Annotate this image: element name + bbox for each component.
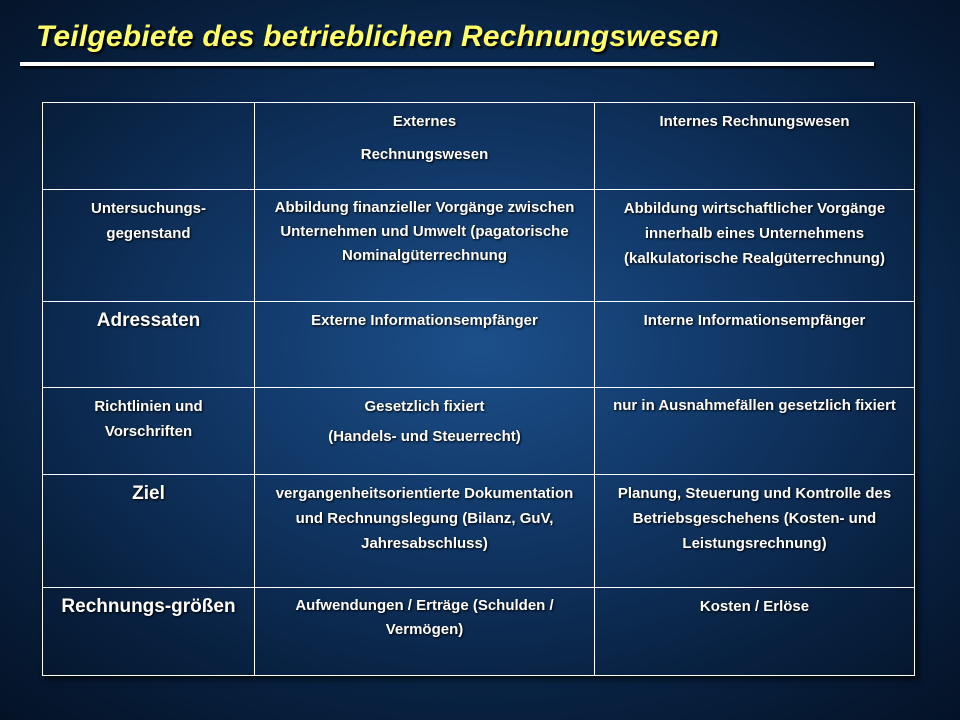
row-label-adressaten: Adressaten: [43, 302, 255, 388]
table-row: [43, 388, 915, 475]
cell-internal: Kosten / Erlöse: [595, 588, 915, 676]
cell-external: Externe Informationsempfänger: [255, 302, 595, 388]
header-internal: Internes Rechnungswesen: [595, 103, 915, 190]
table-row: [43, 475, 915, 588]
row-label-ziel: Ziel: [43, 475, 255, 588]
slide-title: Teilgebiete des betrieblichen Rechnungswesen: [36, 20, 719, 53]
cell-external: Abbildung finanzieller Vorgänge zwischen Unternehmen und Umwelt (pagatorische Nominalgüterrechnung: [255, 190, 595, 302]
cell-external-line2: (Handels- und Steuerrecht): [328, 428, 521, 445]
cell-internal: Abbildung wirtschaftlicher Vorgänge innerhalb eines Unternehmens (kalkulatorische Realgüterrechnung): [595, 190, 915, 302]
cell-internal: Interne Informationsempfänger: [595, 302, 915, 388]
table-row: [43, 588, 915, 676]
cell-external: Aufwendungen / Erträge (Schulden / Vermögen): [255, 588, 595, 676]
cell-internal: Planung, Steuerung und Kontrolle des Betriebsgeschehens (Kosten- und Leistungsrechnung): [595, 475, 915, 588]
header-external: [255, 103, 595, 190]
comparison-table: [42, 102, 915, 676]
header-external-line1: Externes: [392, 113, 457, 130]
row-label-richtlinien: Richtlinien und Vorschriften: [43, 388, 255, 475]
table-row: [43, 190, 915, 302]
cell-external: [255, 388, 595, 475]
cell-internal: nur in Ausnahmefällen gesetzlich fixiert: [595, 388, 915, 475]
header-corner-cell: [43, 103, 255, 190]
row-label-untersuchungsgegenstand: Untersuchungs-gegenstand: [43, 190, 255, 302]
row-label-rechnungsgroessen: Rechnungs-größen: [43, 588, 255, 676]
cell-external-line1: Gesetzlich fixiert: [364, 398, 485, 415]
title-underline: [20, 62, 874, 66]
table-header-row: [43, 103, 915, 190]
header-external-line2: Rechnungswesen: [360, 146, 489, 163]
table-row: [43, 302, 915, 388]
cell-external: vergangenheitsorientierte Dokumentation und Rechnungslegung (Bilanz, GuV, Jahresabschluss): [255, 475, 595, 588]
